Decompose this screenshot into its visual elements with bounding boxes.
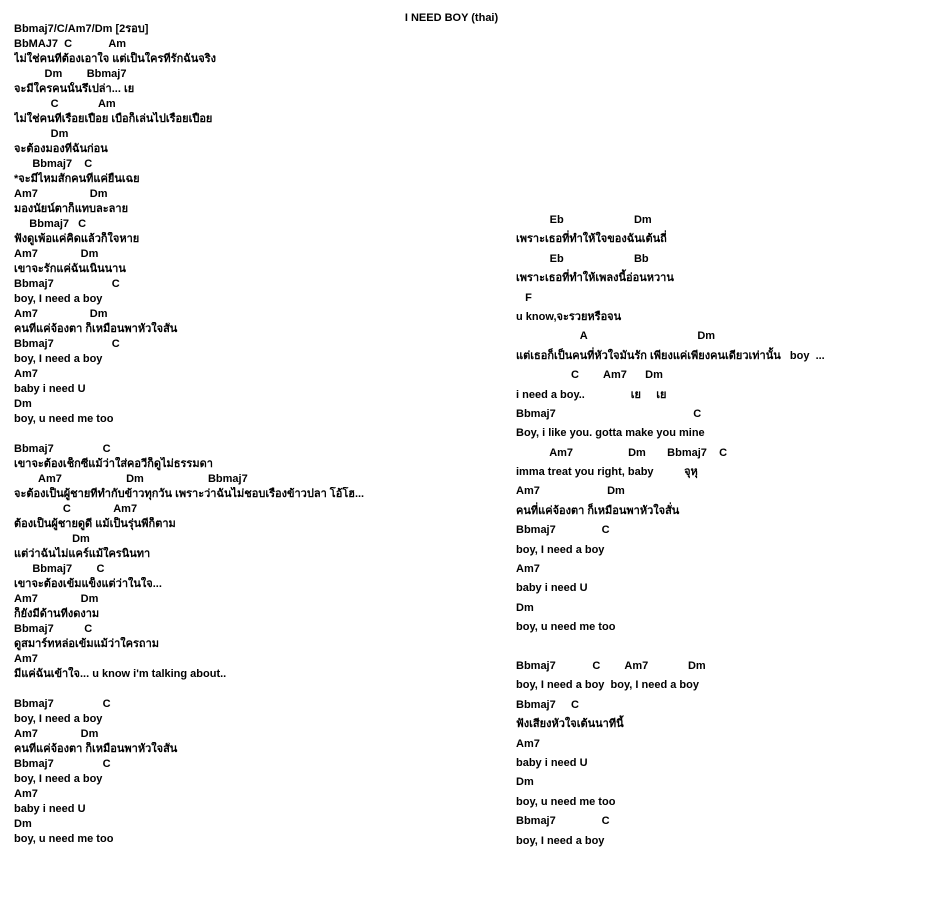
lyric-line: boy, u need me too <box>14 413 114 425</box>
lyric-line: baby i need U <box>14 383 86 395</box>
lyric-line: Eb Dm <box>516 214 652 226</box>
lyric-line: Dm <box>516 601 534 614</box>
lyric-line: ไม่ใช่คนที่ต้องเอาใจ แต่เป็นใครที่รักฉันจริง <box>14 53 216 65</box>
lyric-line: Bbmaj7 C <box>14 338 120 350</box>
lyric-line: เขาจะต้องเข้มแข็งแต่ว่าในใจ... <box>14 578 162 590</box>
lyric-line: Am7 Dm <box>516 485 625 498</box>
lyric-line: Bbmaj7 C <box>14 623 93 635</box>
lyric-line: boy, I need a boy boy, I need a boy <box>516 679 699 692</box>
lyric-line: Am7 Dm Bbmaj7 C <box>516 446 728 459</box>
lyric-line: Am7 Dm <box>14 593 99 605</box>
lyric-line: u know,จะรวยหรือจน <box>516 310 622 323</box>
lyric-line: เพราะเธอที่ทำให้ใจของฉันเต้นถี่ <box>516 233 667 246</box>
lyric-line: i need a boy.. เย เย <box>516 388 667 401</box>
lyric-line: boy, u need me too <box>516 621 616 634</box>
lyric-line <box>14 682 494 697</box>
lyric-line: Bbmaj7 C <box>14 698 111 710</box>
lyric-line: Bbmaj7 C <box>14 218 87 230</box>
lyric-line: BbMAJ7 C Am <box>14 38 127 50</box>
lyric-line: คนที่แค่จ้องตา ก็เหมือนพาหัวใจสั่น <box>14 323 178 335</box>
lyrics-column-right <box>516 211 932 851</box>
lyric-line: Bbmaj7 C <box>516 407 702 420</box>
lyric-line: ฟังดูเพ้อแค่คิดแล้วก็ใจหาย <box>14 233 140 245</box>
lyric-line: เพราะเธอที่ทำให้เพลงนี้อ่อนหวาน <box>516 272 674 285</box>
lyric-line: จะต้องเป็นผู้ชายที่ทำกับข้าวทุกวัน เพราะว่าฉันไม่ชอบเรื่องข้าวปลา โอ้โฮ... <box>14 488 365 500</box>
lyric-line: boy, I need a boy <box>14 293 103 305</box>
lyric-line: Eb Bb <box>516 252 649 265</box>
lyric-line: Boy, i like you. gotta make you mine <box>516 427 705 440</box>
lyric-line: Am7 <box>14 368 38 380</box>
lyric-line: *จะมีไหมสักคนที่แค่ยืนเฉย <box>14 173 140 185</box>
lyric-line: imma treat you right, baby จุหุ <box>516 466 698 479</box>
lyric-line: Dm <box>14 533 90 545</box>
lyric-line: C Am <box>14 98 116 110</box>
lyric-line: Dm <box>14 128 69 140</box>
lyric-line: Bbmaj7 C <box>14 563 105 575</box>
lyric-line: จะต้องมองที่ฉันก่อน <box>14 143 108 155</box>
lyric-line: ต้องเป็นผู้ชายดูดี แม้เป็นรุ่นพี่ก็ตาม <box>14 518 176 530</box>
lyric-line: baby i need U <box>516 582 588 595</box>
lyric-line: baby i need U <box>516 756 588 769</box>
lyric-line: ดูสมาร์ทหล่อเข้มแม้ว่าใครถาม <box>14 638 159 650</box>
song-title: I NEED BOY (thai) <box>404 12 499 24</box>
lyric-line: Bbmaj7 C <box>14 443 111 455</box>
lyric-line: boy, u need me too <box>14 833 114 845</box>
lyric-line: Am7 <box>14 788 38 800</box>
lyric-line <box>516 638 932 657</box>
lyric-line: Bbmaj7/C/Am7/Dm [2รอบ] <box>14 23 149 35</box>
lyric-line: Bbmaj7 C <box>14 278 120 290</box>
lyric-line: มีแค่ฉันเข้าใจ... u know i'm talking about.. <box>14 668 227 680</box>
lyric-line <box>14 427 494 442</box>
lyric-line: boy, I need a boy <box>14 353 103 365</box>
lyric-line: ก็ยังมีด้านที่งดงาม <box>14 608 100 620</box>
lyric-line: Am7 <box>14 653 38 665</box>
lyric-line: มองนัยน์ตาก็แทบละลาย <box>14 203 129 215</box>
lyric-line: Dm Bbmaj7 <box>14 68 127 80</box>
lyric-line: Dm <box>516 776 534 789</box>
lyric-line: Am7 <box>516 737 540 750</box>
lyric-line: Bbmaj7 C <box>14 758 111 770</box>
lyric-line: Bbmaj7 C <box>516 698 579 711</box>
lyric-line: boy, I need a boy <box>516 543 605 556</box>
lyric-line: Dm <box>14 398 32 410</box>
lyric-line: ฟังเสียงหัวใจเต้นนาทีนี้ <box>516 718 624 731</box>
lyric-line: Bbmaj7 C Am7 Dm <box>516 659 706 672</box>
lyric-line: boy, I need a boy <box>14 713 103 725</box>
lyric-line: คนที่แค่จ้องตา ก็เหมือนพาหัวใจสั่น <box>14 743 178 755</box>
lyric-line: จะมีใครคนนั้นรึเปล่า... เย <box>14 83 135 95</box>
lyric-line: Am7 Dm <box>14 248 99 260</box>
lyric-line: Bbmaj7 C <box>516 524 610 537</box>
lyric-line: แต่ว่าฉันไม่แคร์แม้ใครนินทา <box>14 548 151 560</box>
lyric-line: เขาจะต้องเช็กซี่แม้ว่าใส่คอวีก็ดูไม่ธรรมดา <box>14 458 213 470</box>
lyric-line: F <box>516 291 532 304</box>
lyric-line: Am7 Dm <box>14 188 108 200</box>
lyric-line: Am7 <box>516 563 540 576</box>
lyric-line: C Am7 Dm <box>516 369 663 382</box>
lyric-line: boy, I need a boy <box>516 834 605 847</box>
lyric-line: Am7 Dm <box>14 308 108 320</box>
lyric-line: boy, I need a boy <box>14 773 103 785</box>
lyric-line: ไม่ใช่คนที่เรื่อยเปื่อย เบื่อก็เล่นไปเรื่อยเปื่อย <box>14 113 213 125</box>
lyrics-column-left <box>14 22 494 847</box>
lyric-line: A Dm <box>516 330 716 343</box>
lyric-line: Am7 Dm <box>14 728 99 740</box>
lyric-line: คนที่แค่จ้องตา ก็เหมือนพาหัวใจสั่น <box>516 504 680 517</box>
lyric-line: baby i need U <box>14 803 86 815</box>
lyric-line: boy, u need me too <box>516 795 616 808</box>
lyric-line: แต่เธอก็เป็นคนที่หัวใจมันรัก เพียงแค่เพียงคนเดียวเท่านั้น boy ... <box>516 349 825 362</box>
lyric-line: Bbmaj7 C <box>14 158 93 170</box>
lyric-line: เขาจะรักแค่ฉันเนิ่นนาน <box>14 263 126 275</box>
lyric-line: C Am7 <box>14 503 138 515</box>
lyric-line: Am7 Dm Bbmaj7 <box>14 473 248 485</box>
lyric-line: Dm <box>14 818 32 830</box>
lyric-line: Bbmaj7 C <box>516 815 610 828</box>
